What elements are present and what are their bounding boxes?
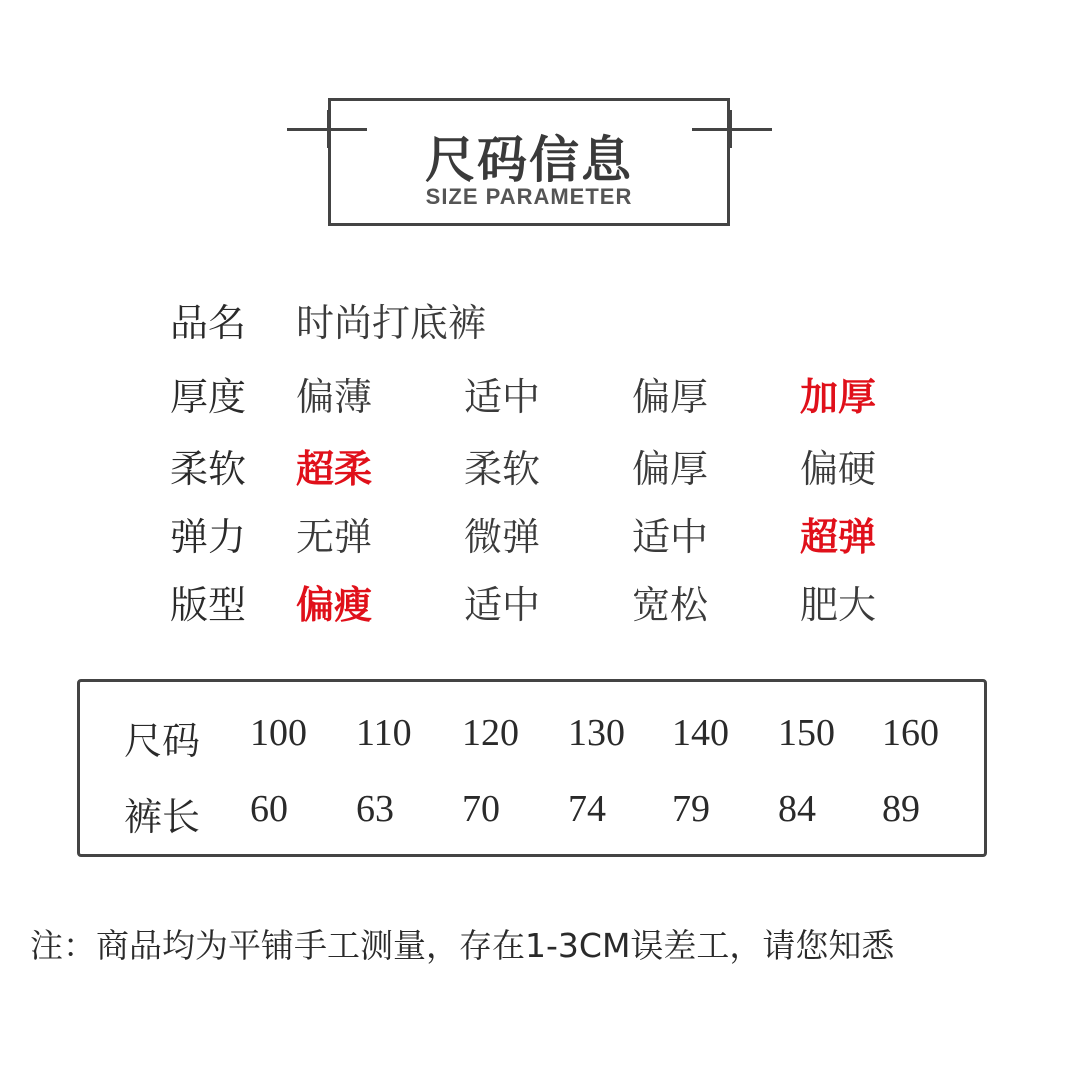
size-cell: 160 (882, 712, 939, 754)
size-row-label: 尺码 (124, 719, 201, 763)
length-cell: 70 (462, 788, 500, 830)
size-cell: 120 (462, 712, 519, 754)
length-cell: 74 (568, 788, 606, 830)
attr-option: 偏硬 (800, 447, 877, 491)
attr-option: 偏薄 (296, 375, 373, 419)
attr-option: 无弹 (296, 515, 373, 559)
size-table (77, 679, 987, 857)
length-row-label: 裤长 (124, 795, 201, 839)
size-cell: 110 (356, 712, 412, 754)
length-cell: 89 (882, 788, 920, 830)
attr-label-thickness: 厚度 (170, 375, 247, 419)
length-cell: 63 (356, 788, 394, 830)
measurement-note: 注：商品均为平铺手工测量，存在1-3CM误差工，请您知悉 (30, 926, 895, 965)
size-cell: 100 (250, 712, 307, 754)
attr-option-selected: 偏瘦 (296, 583, 373, 627)
attr-option: 适中 (464, 583, 541, 627)
attr-option: 适中 (464, 375, 541, 419)
attr-option: 微弹 (464, 515, 541, 559)
attr-option-selected: 超柔 (296, 447, 373, 491)
attr-option: 肥大 (800, 583, 877, 627)
length-cell: 79 (672, 788, 710, 830)
length-cell: 60 (250, 788, 288, 830)
page-subtitle: SIZE PARAMETER (425, 184, 633, 209)
attr-option-selected: 加厚 (800, 375, 877, 419)
attr-label-softness: 柔软 (170, 447, 247, 491)
size-cell: 130 (568, 712, 625, 754)
attr-label-fit: 版型 (170, 583, 247, 627)
attr-label-elasticity: 弹力 (170, 515, 247, 559)
attr-option: 偏厚 (632, 447, 709, 491)
attr-option: 适中 (632, 515, 709, 559)
product-name-label: 品名 (170, 301, 247, 345)
size-cell: 140 (672, 712, 729, 754)
attr-option-selected: 超弹 (800, 515, 877, 559)
attr-option: 偏厚 (632, 375, 709, 419)
attr-option: 宽松 (632, 583, 709, 627)
page-title: 尺码信息 (425, 131, 633, 189)
attr-option: 柔软 (464, 447, 541, 491)
length-cell: 84 (778, 788, 816, 830)
product-name-value: 时尚打底裤 (296, 301, 487, 345)
size-cell: 150 (778, 712, 835, 754)
